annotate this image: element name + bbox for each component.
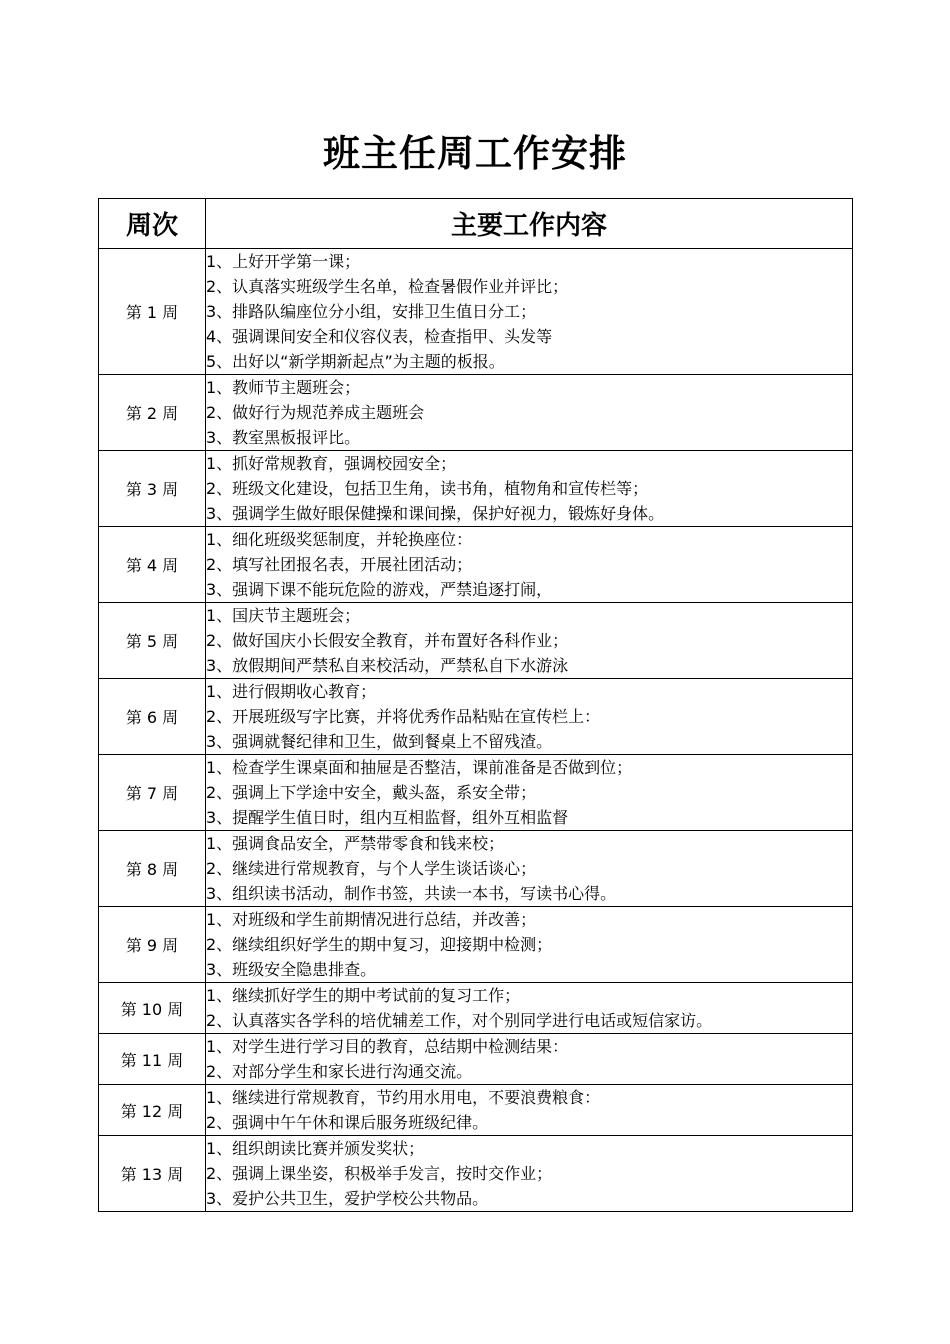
content-cell bbox=[206, 1085, 853, 1136]
task-item: 1、组织朗读比赛并颁发奖状； bbox=[206, 1139, 425, 1158]
week-cell: 第 3 周 bbox=[99, 451, 206, 527]
task-item: 3、排路队编座位分小组，安排卫生值日分工； bbox=[206, 302, 537, 321]
table-row bbox=[99, 527, 853, 603]
task-item: 2、对部分学生和家长进行沟通交流。 bbox=[206, 1062, 473, 1081]
task-item: 3、班级安全隐患排查。 bbox=[206, 960, 377, 979]
table-row bbox=[99, 603, 853, 679]
schedule-body bbox=[99, 249, 853, 1212]
task-item: 2、强调上下学途中安全，戴头盔，系安全带； bbox=[206, 783, 537, 802]
task-item: 1、继续抓好学生的期中考试前的复习工作； bbox=[206, 986, 521, 1005]
content-cell bbox=[206, 603, 853, 679]
task-item: 3、强调就餐纪律和卫生，做到餐桌上不留残渣。 bbox=[206, 732, 553, 751]
task-item: 2、认真落实各学科的培优辅差工作，对个别同学进行电话或短信家访。 bbox=[206, 1011, 713, 1030]
task-item: 1、国庆节主题班会； bbox=[206, 606, 361, 625]
task-item: 3、强调下课不能玩危险的游戏，严禁追逐打闹， bbox=[206, 580, 553, 599]
content-cell bbox=[206, 907, 853, 983]
table-row bbox=[99, 679, 853, 755]
table-row bbox=[99, 907, 853, 983]
task-item: 1、对班级和学生前期情况进行总结，并改善； bbox=[206, 910, 537, 929]
table-row bbox=[99, 1085, 853, 1136]
week-cell: 第 4 周 bbox=[99, 527, 206, 603]
task-item: 5、出好以“新学期新起点”为主题的板报。 bbox=[206, 352, 505, 371]
task-item: 2、强调上课坐姿，积极举手发言，按时交作业； bbox=[206, 1164, 553, 1183]
task-item: 2、认真落实班级学生名单，检查暑假作业并评比； bbox=[206, 277, 569, 296]
task-item: 1、对学生进行学习目的教育，总结期中检测结果： bbox=[206, 1037, 569, 1056]
content-cell bbox=[206, 1034, 853, 1085]
week-cell: 第 7 周 bbox=[99, 755, 206, 831]
content-cell bbox=[206, 679, 853, 755]
header-content: 主要工作内容 bbox=[206, 199, 853, 249]
task-item: 1、强调食品安全，严禁带零食和钱来校； bbox=[206, 834, 505, 853]
task-item: 3、强调学生做好眼保健操和课间操，保护好视力，锻炼好身体。 bbox=[206, 504, 665, 523]
task-item: 2、做好行为规范养成主题班会 bbox=[206, 403, 425, 422]
table-row bbox=[99, 1034, 853, 1085]
content-cell bbox=[206, 831, 853, 907]
task-item: 3、提醒学生值日时，组内互相监督，组外互相监督 bbox=[206, 808, 569, 827]
content-cell bbox=[206, 755, 853, 831]
task-item: 1、细化班级奖惩制度，并轮换座位： bbox=[206, 530, 473, 549]
task-item: 3、组织读书活动，制作书签，共读一本书，写读书心得。 bbox=[206, 884, 617, 903]
week-cell: 第 10 周 bbox=[99, 983, 206, 1034]
task-item: 1、检查学生课桌面和抽屉是否整洁，课前准备是否做到位； bbox=[206, 758, 633, 777]
week-cell: 第 2 周 bbox=[99, 375, 206, 451]
table-row bbox=[99, 831, 853, 907]
week-cell: 第 5 周 bbox=[99, 603, 206, 679]
task-item: 2、班级文化建设，包括卫生角，读书角，植物角和宣传栏等； bbox=[206, 479, 649, 498]
header-row bbox=[99, 199, 853, 249]
task-item: 1、继续进行常规教育，节约用水用电，不要浪费粮食： bbox=[206, 1088, 601, 1107]
task-item: 3、爱护公共卫生，爱护学校公共物品。 bbox=[206, 1189, 489, 1208]
task-item: 1、抓好常规教育，强调校园安全； bbox=[206, 454, 457, 473]
week-cell: 第 1 周 bbox=[99, 249, 206, 375]
table-row bbox=[99, 249, 853, 375]
schedule-table bbox=[98, 198, 853, 1212]
task-item: 2、开展班级写字比赛，并将优秀作品粘贴在宣传栏上： bbox=[206, 707, 601, 726]
week-cell: 第 11 周 bbox=[99, 1034, 206, 1085]
content-cell bbox=[206, 249, 853, 375]
content-cell bbox=[206, 1136, 853, 1212]
task-item: 4、强调课间安全和仪容仪表，检查指甲、头发等 bbox=[206, 327, 553, 346]
content-cell bbox=[206, 983, 853, 1034]
table-row bbox=[99, 755, 853, 831]
task-item: 1、上好开学第一课； bbox=[206, 252, 361, 271]
table-row bbox=[99, 983, 853, 1034]
header-week: 周次 bbox=[99, 199, 206, 249]
week-cell: 第 12 周 bbox=[99, 1085, 206, 1136]
task-item: 2、做好国庆小长假安全教育，并布置好各科作业； bbox=[206, 631, 569, 650]
week-cell: 第 9 周 bbox=[99, 907, 206, 983]
task-item: 3、教室黑板报评比。 bbox=[206, 428, 361, 447]
content-cell bbox=[206, 451, 853, 527]
task-item: 1、教师节主题班会； bbox=[206, 378, 361, 397]
content-cell bbox=[206, 527, 853, 603]
table-row bbox=[99, 451, 853, 527]
table-row bbox=[99, 375, 853, 451]
week-cell: 第 6 周 bbox=[99, 679, 206, 755]
week-cell: 第 13 周 bbox=[99, 1136, 206, 1212]
task-item: 2、继续组织好学生的期中复习，迎接期中检测； bbox=[206, 935, 553, 954]
task-item: 1、进行假期收心教育； bbox=[206, 682, 377, 701]
task-item: 2、填写社团报名表，开展社团活动； bbox=[206, 555, 473, 574]
content-cell bbox=[206, 375, 853, 451]
table-row bbox=[99, 1136, 853, 1212]
task-item: 3、放假期间严禁私自来校活动，严禁私自下水游泳 bbox=[206, 656, 569, 675]
task-item: 2、继续进行常规教育，与个人学生谈话谈心； bbox=[206, 859, 537, 878]
week-cell: 第 8 周 bbox=[99, 831, 206, 907]
task-item: 2、强调中午午休和课后服务班级纪律。 bbox=[206, 1113, 489, 1132]
page-title: 班主任周工作安排 bbox=[323, 132, 627, 175]
